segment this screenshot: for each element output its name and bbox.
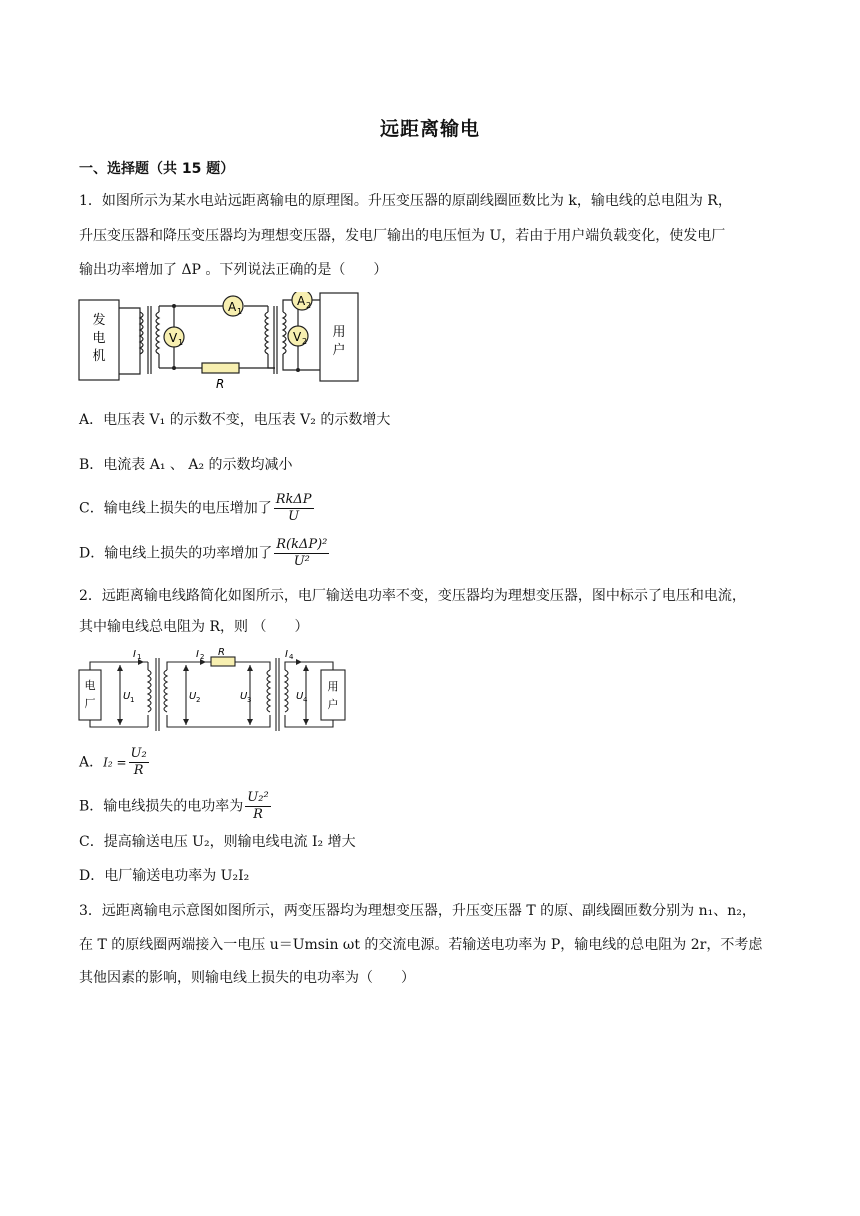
q1-v1-sub: 1 xyxy=(178,338,184,347)
q1-gen-label-1: 发 xyxy=(92,313,106,328)
q2-option-b-denominator: R xyxy=(253,807,263,822)
page-title: 远距离输电 xyxy=(379,118,480,140)
q3-line-1: 3．远距离输电示意图如图所示，两变压器均为理想变压器，升压变压器 T 的原、副线圈匝数分别为 n₁、n₂， xyxy=(79,903,756,919)
q1-option-d-text: D．输电线上损失的功率增加了 xyxy=(79,545,273,562)
q2-option-a-denominator: R xyxy=(133,763,144,778)
q2-r-label: R xyxy=(218,647,225,658)
q3-line-2: 在 T 的原线圈两端接入一电压 u＝Umsin ωt 的交流电源。若输送电功率为 P，输电线的总电阻为 2r，不考虑 xyxy=(79,937,763,953)
q1-v2-sub: 2 xyxy=(302,337,308,346)
section-heading: 一、选择题（共 15 题） xyxy=(79,161,235,177)
q1-option-b[interactable]: B．电流表 A₁ 、 A₂ 的示数均减小 xyxy=(79,457,293,473)
q2-option-a-prefix: A． xyxy=(79,754,104,771)
q2-u2-label: U xyxy=(189,691,197,702)
q1-option-d-numerator: R(kΔP)² xyxy=(276,537,328,552)
q1-option-a[interactable]: A．电压表 V₁ 的示数不变，电压表 V₂ 的示数增大 xyxy=(79,412,391,428)
q1-gen-label-3: 机 xyxy=(92,349,106,364)
q1-line-1: 1．如图所示为某水电站远距离输电的原理图。升压变压器的原副线圈匝数比为 k，输电线的总电阻为 R， xyxy=(79,193,732,209)
q2-circuit-figure xyxy=(78,645,362,735)
q2-user-label-1: 用 xyxy=(327,680,339,693)
q1-line-2: 升压变压器和降压变压器均为理想变压器，发电厂输出的电压恒为 U，若由于用户端负载变化，使发电厂 xyxy=(79,228,726,244)
q2-u1-label: U xyxy=(123,691,131,702)
q2-user-label-2: 户 xyxy=(327,698,339,711)
q1-a2-label: A xyxy=(297,294,306,308)
q2-u1-sub: 1 xyxy=(130,696,135,704)
q2-option-a[interactable] xyxy=(79,746,151,779)
q1-resistor-label: R xyxy=(216,377,225,391)
q2-i2-label: I xyxy=(196,649,199,660)
q1-line-3: 输出功率增加了 ΔP 。下列说法正确的是（ ） xyxy=(79,262,388,278)
q1-option-d[interactable] xyxy=(79,537,331,570)
q2-plant-label-2: 厂 xyxy=(84,697,96,710)
q2-u4-label: U xyxy=(296,691,304,702)
q1-a1-sub: 1 xyxy=(237,307,243,316)
q1-option-d-denominator: U² xyxy=(293,554,310,569)
q2-option-a-fraction xyxy=(129,746,149,779)
q2-u3-sub: 3 xyxy=(247,696,252,704)
q2-u2-sub: 2 xyxy=(196,696,201,704)
q2-option-b[interactable] xyxy=(79,790,273,823)
q2-option-d[interactable]: D．电厂输送电功率为 U₂I₂ xyxy=(79,868,250,884)
q2-option-b-text: B．输电线损失的电功率为 xyxy=(79,798,244,815)
q2-i4-sub: 4 xyxy=(289,653,294,661)
q2-i2-sub: 2 xyxy=(200,653,205,661)
q2-u4-sub: 4 xyxy=(303,696,308,704)
q1-circuit-figure xyxy=(78,292,360,392)
q1-a2-sub: 2 xyxy=(306,301,312,310)
q2-option-c[interactable]: C．提高输送电压 U₂，则输电线电流 I₂ 增大 xyxy=(79,834,356,850)
q1-user-label-1: 用 xyxy=(332,325,346,340)
q1-a1-label: A xyxy=(228,300,237,314)
q1-user-label-2: 户 xyxy=(332,343,346,358)
q2-option-a-lhs: I₂ = xyxy=(103,755,127,770)
q2-plant-label-1: 电 xyxy=(84,679,96,692)
q1-option-c-text: C．输电线上损失的电压增加了 xyxy=(79,500,272,517)
q1-gen-label-2: 电 xyxy=(92,331,106,346)
q1-v2-label: V xyxy=(293,330,302,344)
q2-option-b-fraction xyxy=(245,790,270,823)
q2-i1-label: I xyxy=(133,649,136,660)
q1-option-c-fraction xyxy=(274,492,314,525)
q2-i1-sub: 1 xyxy=(137,653,142,661)
q2-u3-label: U xyxy=(240,691,248,702)
q2-option-b-numerator: U₂² xyxy=(247,790,269,805)
q1-option-d-fraction xyxy=(274,537,329,570)
q1-option-c[interactable] xyxy=(79,492,316,525)
q2-line-1: 2．远距离输电线路简化如图所示，电厂输送电功率不变，变压器均为理想变压器，图中标示了电压和电流， xyxy=(79,588,746,604)
q1-option-c-denominator: U xyxy=(288,509,300,524)
q3-line-3: 其他因素的影响，则输电线上损失的电功率为（ ） xyxy=(79,970,415,986)
q2-i4-label: I xyxy=(285,649,288,660)
q2-option-a-numerator: U₂ xyxy=(130,746,147,761)
q1-option-c-numerator: RkΔP xyxy=(275,492,312,507)
q1-v1-label: V xyxy=(169,331,178,345)
q2-line-2: 其中输电线总电阻为 R，则 （ ） xyxy=(79,619,309,635)
